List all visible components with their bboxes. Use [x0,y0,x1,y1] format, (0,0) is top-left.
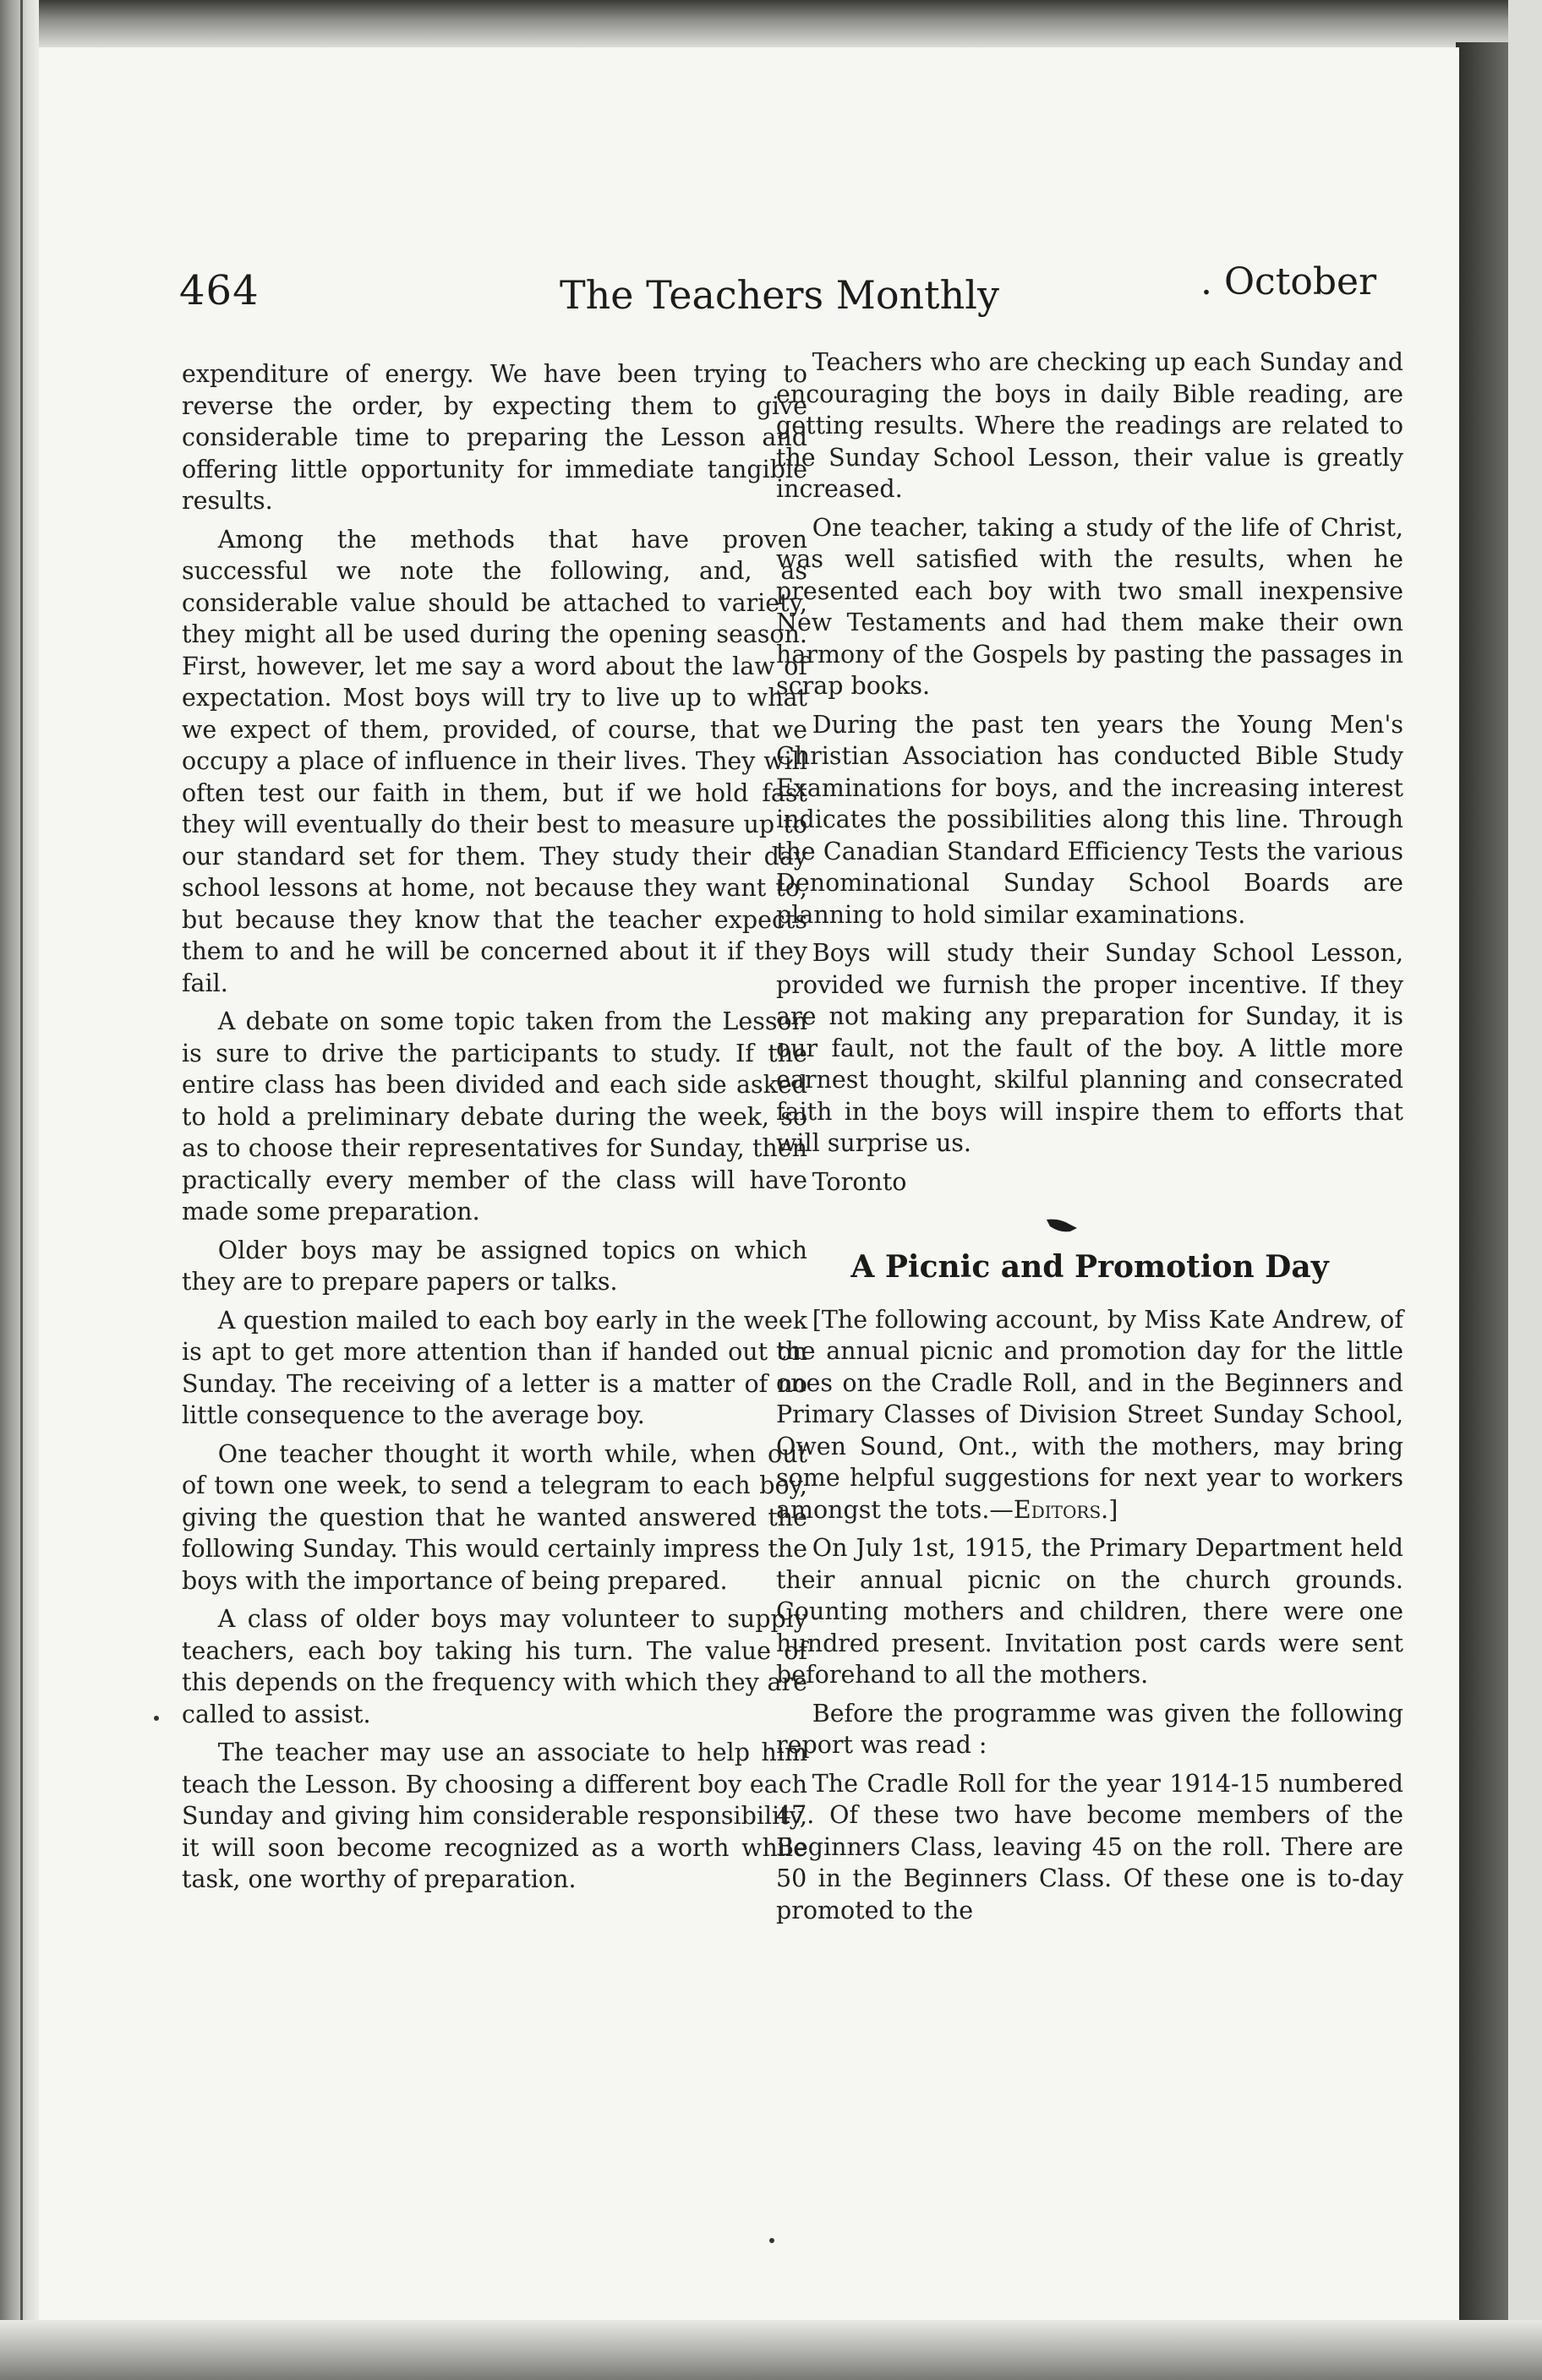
scan-speck [154,1716,159,1721]
editors-credit: Editors [1013,1495,1102,1524]
section-title: A Picnic and Promotion Day [850,1249,1329,1285]
paragraph: During the past ten years the Young Men's Christian Association has conducted Bible Study Examinations for boys, and the increasing interest indicates the possibilities along this line. Through the Canadian Standard Efficiency Tests the various Denominational Sunday School Boards are planning to hold similar examinations. [776,710,1403,929]
scan-speck [769,2238,774,2243]
paragraph: The Cradle Roll for the year 1914-15 numbered 47. Of these two have become members of the Beginners Class, leaving 45 on the roll. There are 50 in the Beginners Class. Of these one is to-day promoted to the [776,1769,1403,1924]
paragraph: One teacher, taking a study of the life of Christ, was well satisfied with the results, when he presented each boy with two small inexpensive New Testaments and had them make their own harmony of the Gospels by pasting the passages in scrap books. [776,513,1403,700]
editor-note [776,1304,1403,1526]
scan-bottom-shadow [0,2320,1542,2380]
section-ornament-icon [1045,1216,1079,1235]
left-column [182,358,807,1902]
paragraph: expenditure of energy. We have been trying to reverse the order, by expecting them to give considerable time to preparing the Lesson and offering little opportunity for immediate tangible results. [182,360,807,515]
page-number: 464 [179,267,260,314]
issue-month: . October [1200,260,1377,303]
running-title: The Teachers Monthly [560,272,999,318]
paragraph: Among the methods that have proven successful we note the following, and, as considerable value should be attached to variety, they might all be used during the opening season. First, however, let me say a word about the law of expectation. Most boys will try to live up to what we expect of them, provided, of course, that we occupy a place of influence in their lives. They will often test our faith in them, but if we hold fast they will eventually do their best to measure up to our standard set for them. They study their day school lessons at home, not because they want to, but because they know that the teacher expects them to and he will be concerned about it if they fail. [182,525,807,997]
page-stack-edge [1456,42,1508,2324]
right-column [776,347,1403,1933]
paragraph: A class of older boys may volunteer to supply teachers, each boy taking his turn. The value of this depends on the frequency with which they are called to assist. [182,1605,807,1728]
scan-background [1508,0,1542,2380]
paragraph: One teacher thought it worth while, when out of town one week, to send a telegram to each boy, giving the question that he wanted answered the following Sunday. This would certainly impress the boys with the importance of being prepared. [182,1439,807,1595]
scan-binding-edge [0,0,39,2380]
paragraph: Boys will study their Sunday School Lesson, provided we furnish the proper incentive. If they are not making any preparation for Sunday, it is our fault, not the fault of the boy. A little more earnest thought, skilful planning and consecrated faith in the boys will inspire them to efforts that will surprise us. [776,939,1403,1157]
paragraph: A debate on some topic taken from the Lesson is sure to drive the participants to study. If the entire class has been divided and each side asked to hold a preliminary debate during the week, so as to choose their representatives for Sunday, then practically every member of the class will have made some preparation. [182,1007,807,1225]
editor-note-close: .] [1101,1495,1118,1524]
paragraph: A question mailed to each boy early in the week is apt to get more attention than if handed out on Sunday. The receiving of a letter is a matter of no little consequence to the average boy. [182,1306,807,1429]
scan-top-shadow [0,0,1542,51]
paragraph: Before the programme was given the following report was read : [776,1699,1403,1759]
paragraph: The teacher may use an associate to help him teach the Lesson. By choosing a different boy each Sunday and giving him considerable responsibility, it will soon become recognized as a worth while task, one worthy of preparation. [182,1739,807,1893]
paragraph: Older boys may be assigned topics on which they are to prepare papers or talks. [182,1236,807,1296]
author-signature: Toronto [812,1167,907,1196]
paragraph: On July 1st, 1915, the Primary Department held their annual picnic on the church grounds. Counting mothers and children, there were one hundred present. Invitation post cards were sent beforehand to all the mothers. [776,1534,1403,1689]
paragraph: Teachers who are checking up each Sunday and encouraging the boys in daily Bible reading, are getting results. Where the readings are related to the Sunday School Lesson, their value is greatly increased. [776,348,1403,503]
editor-note-text: [The following account, by Miss Kate Andrew, of the annual picnic and promotion day for the little ones on the Cradle Roll, and in the Beginners and Primary Classes of Division Street Sunday School, Owen Sound, Ont., with the mothers, may bring some helpful suggestions for next year to workers amongst the tots.— [776,1305,1403,1524]
